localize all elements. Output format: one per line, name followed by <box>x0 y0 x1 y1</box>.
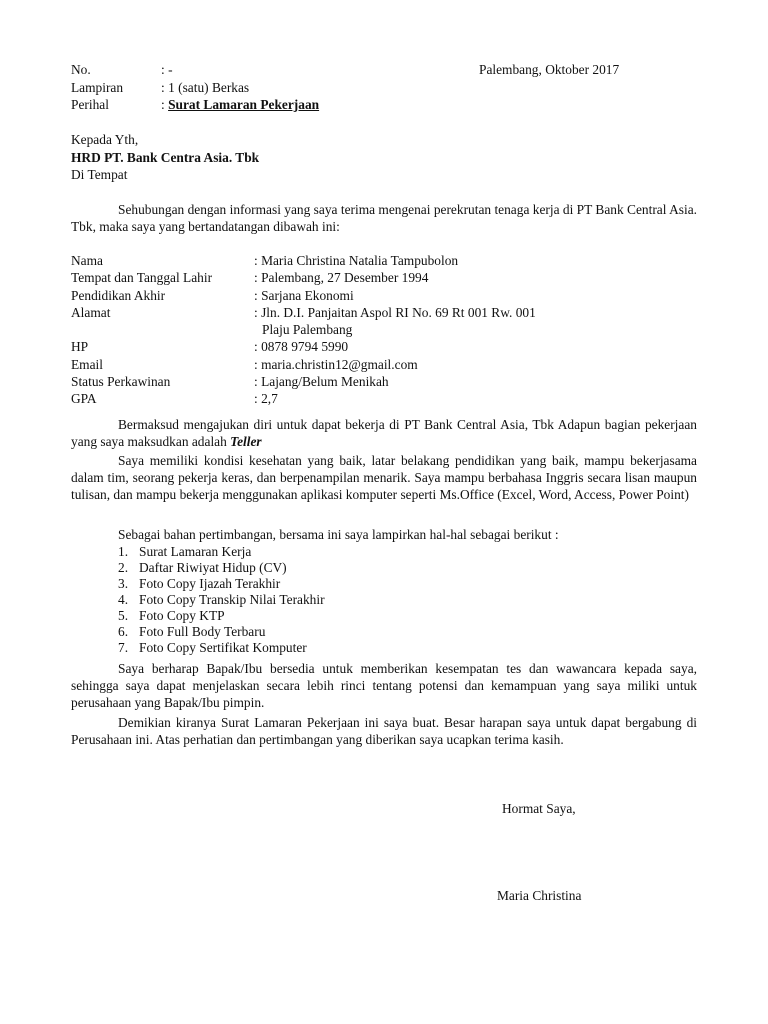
list-item <box>118 575 325 591</box>
identity-row-gpa <box>71 390 697 407</box>
identity-value: : 2,7 <box>254 391 278 407</box>
recipient-salutation: Kepada Yth, <box>71 132 139 147</box>
list-item-text: Foto Copy Sertifikat Komputer <box>139 640 307 655</box>
list-item-number: 7. <box>118 640 129 655</box>
meta-row-perihal <box>71 96 671 114</box>
list-item-text: Foto Copy KTP <box>139 608 225 623</box>
meta-row-lampiran <box>71 79 671 97</box>
list-item <box>118 607 325 623</box>
identity-block <box>71 252 697 408</box>
list-item-text: Surat Lamaran Kerja <box>139 544 252 559</box>
identity-value: : Sarjana Ekonomi <box>254 287 354 303</box>
list-item-number: 4. <box>118 592 129 607</box>
purpose-paragraph <box>71 416 697 450</box>
attachments-list <box>118 543 325 655</box>
attachments-intro: Sebagai bahan pertimbangan, bersama ini saya lampirkan hal-hal sebagai berikut : <box>118 527 559 542</box>
meta-value-no: : - <box>161 62 173 77</box>
recipient-name: HRD PT. Bank Centra Asia. Tbk <box>71 149 260 165</box>
purpose-position: Teller <box>230 434 262 449</box>
intro-paragraph: Sehubungan dengan informasi yang saya terima mengenai perekrutan tenaga kerja di PT Bank Central Asia. Tbk, maka saya yang bertandatangan dibawah ini: <box>71 202 697 234</box>
recipient-place: Di Tempat <box>71 167 128 182</box>
closing-greeting: Hormat Saya, <box>502 801 576 816</box>
list-item-number: 6. <box>118 624 129 639</box>
meta-value-perihal <box>161 96 319 113</box>
identity-row-email <box>71 356 697 373</box>
meta-label-perihal: Perihal <box>71 97 109 112</box>
identity-label: Email <box>71 356 103 372</box>
list-item <box>118 639 325 655</box>
identity-value: : Jln. D.I. Panjaitan Aspol RI No. 69 Rt 001 Rw. 001 <box>254 304 536 320</box>
meta-value-lampiran: : 1 (satu) Berkas <box>161 79 250 95</box>
identity-row-nama <box>71 252 697 269</box>
identity-value: : Palembang, 27 Desember 1994 <box>254 270 429 286</box>
list-item-text: Foto Copy Transkip Nilai Terakhir <box>139 592 325 607</box>
letter-subject: Surat Lamaran Pekerjaan <box>168 97 320 112</box>
list-item <box>118 559 325 575</box>
hope-paragraph: Saya berharap Bapak/Ibu bersedia untuk memberikan kesempatan tes dan wawancara kepada saya, sehingga saya dapat menjelaskan secara lebih rinci tentang potensi dan kemampuan yang saya miliki untuk perusahaan yang Bapak/Ibu pimpin. <box>71 661 697 710</box>
list-item-text: Foto Copy Ijazah Terakhir <box>139 576 281 591</box>
identity-row-pendidikan <box>71 287 697 304</box>
meta-label-no: No. <box>71 62 91 77</box>
identity-label: GPA <box>71 391 97 407</box>
perihal-colon: : <box>161 97 169 112</box>
list-item-number: 2. <box>118 560 129 575</box>
identity-row-ttl <box>71 269 697 286</box>
identity-label: HP <box>71 339 89 355</box>
identity-value: : maria.christin12@gmail.com <box>254 356 418 372</box>
list-item-text: Daftar Riwiyat Hidup (CV) <box>139 560 287 575</box>
list-item <box>118 591 325 607</box>
identity-label: Nama <box>71 253 103 268</box>
identity-label: Alamat <box>71 304 111 320</box>
identity-value: : 0878 9794 5990 <box>254 339 349 355</box>
identity-label: Status Perkawinan <box>71 374 171 390</box>
identity-label: Tempat dan Tanggal Lahir <box>71 270 213 286</box>
list-item-number: 1. <box>118 544 129 559</box>
meta-label-lampiran: Lampiran <box>71 79 124 95</box>
identity-label: Pendidikan Akhir <box>71 287 166 303</box>
signer-name: Maria Christina <box>497 888 582 903</box>
recipient-block <box>71 131 259 184</box>
identity-address-continuation: Plaju Palembang <box>262 322 353 338</box>
list-item-number: 5. <box>118 608 129 623</box>
identity-row-alamat <box>71 304 697 321</box>
identity-row-status <box>71 373 697 390</box>
list-item <box>118 623 325 639</box>
list-item <box>118 543 325 559</box>
qualification-paragraph: Saya memiliki kondisi kesehatan yang baik, latar belakang pendidikan yang baik, mampu bekerjasama dalam tim, seorang pekerja keras, dan berpenampilan menarik. Saya mampu berbahasa Inggris secara lisan maupun tulisan, dan mampu bekerja menggunakan aplikasi komputer seperti Ms.Office (Excel, Word, Access, Power Point) <box>71 453 697 502</box>
purpose-text: Bermaksud mengajukan diri untuk dapat bekerja di PT Bank Central Asia, Tbk Adapun bagian pekerjaan yang saya maksudkan adalah <box>71 417 697 449</box>
identity-value: : Lajang/Belum Menikah <box>254 374 389 390</box>
identity-value: : Maria Christina Natalia Tampubolon <box>254 253 459 268</box>
identity-row-hp <box>71 338 697 355</box>
letter-date: Palembang, Oktober 2017 <box>479 62 620 77</box>
list-item-number: 3. <box>118 576 129 591</box>
closing-paragraph: Demikian kiranya Surat Lamaran Pekerjaan ini saya buat. Besar harapan saya untuk dapat bergabung di Perusahaan ini. Atas perhatian dan pertimbangan yang diberikan saya ucapkan terima kasih. <box>71 715 697 747</box>
list-item-text: Foto Full Body Terbaru <box>139 624 266 639</box>
